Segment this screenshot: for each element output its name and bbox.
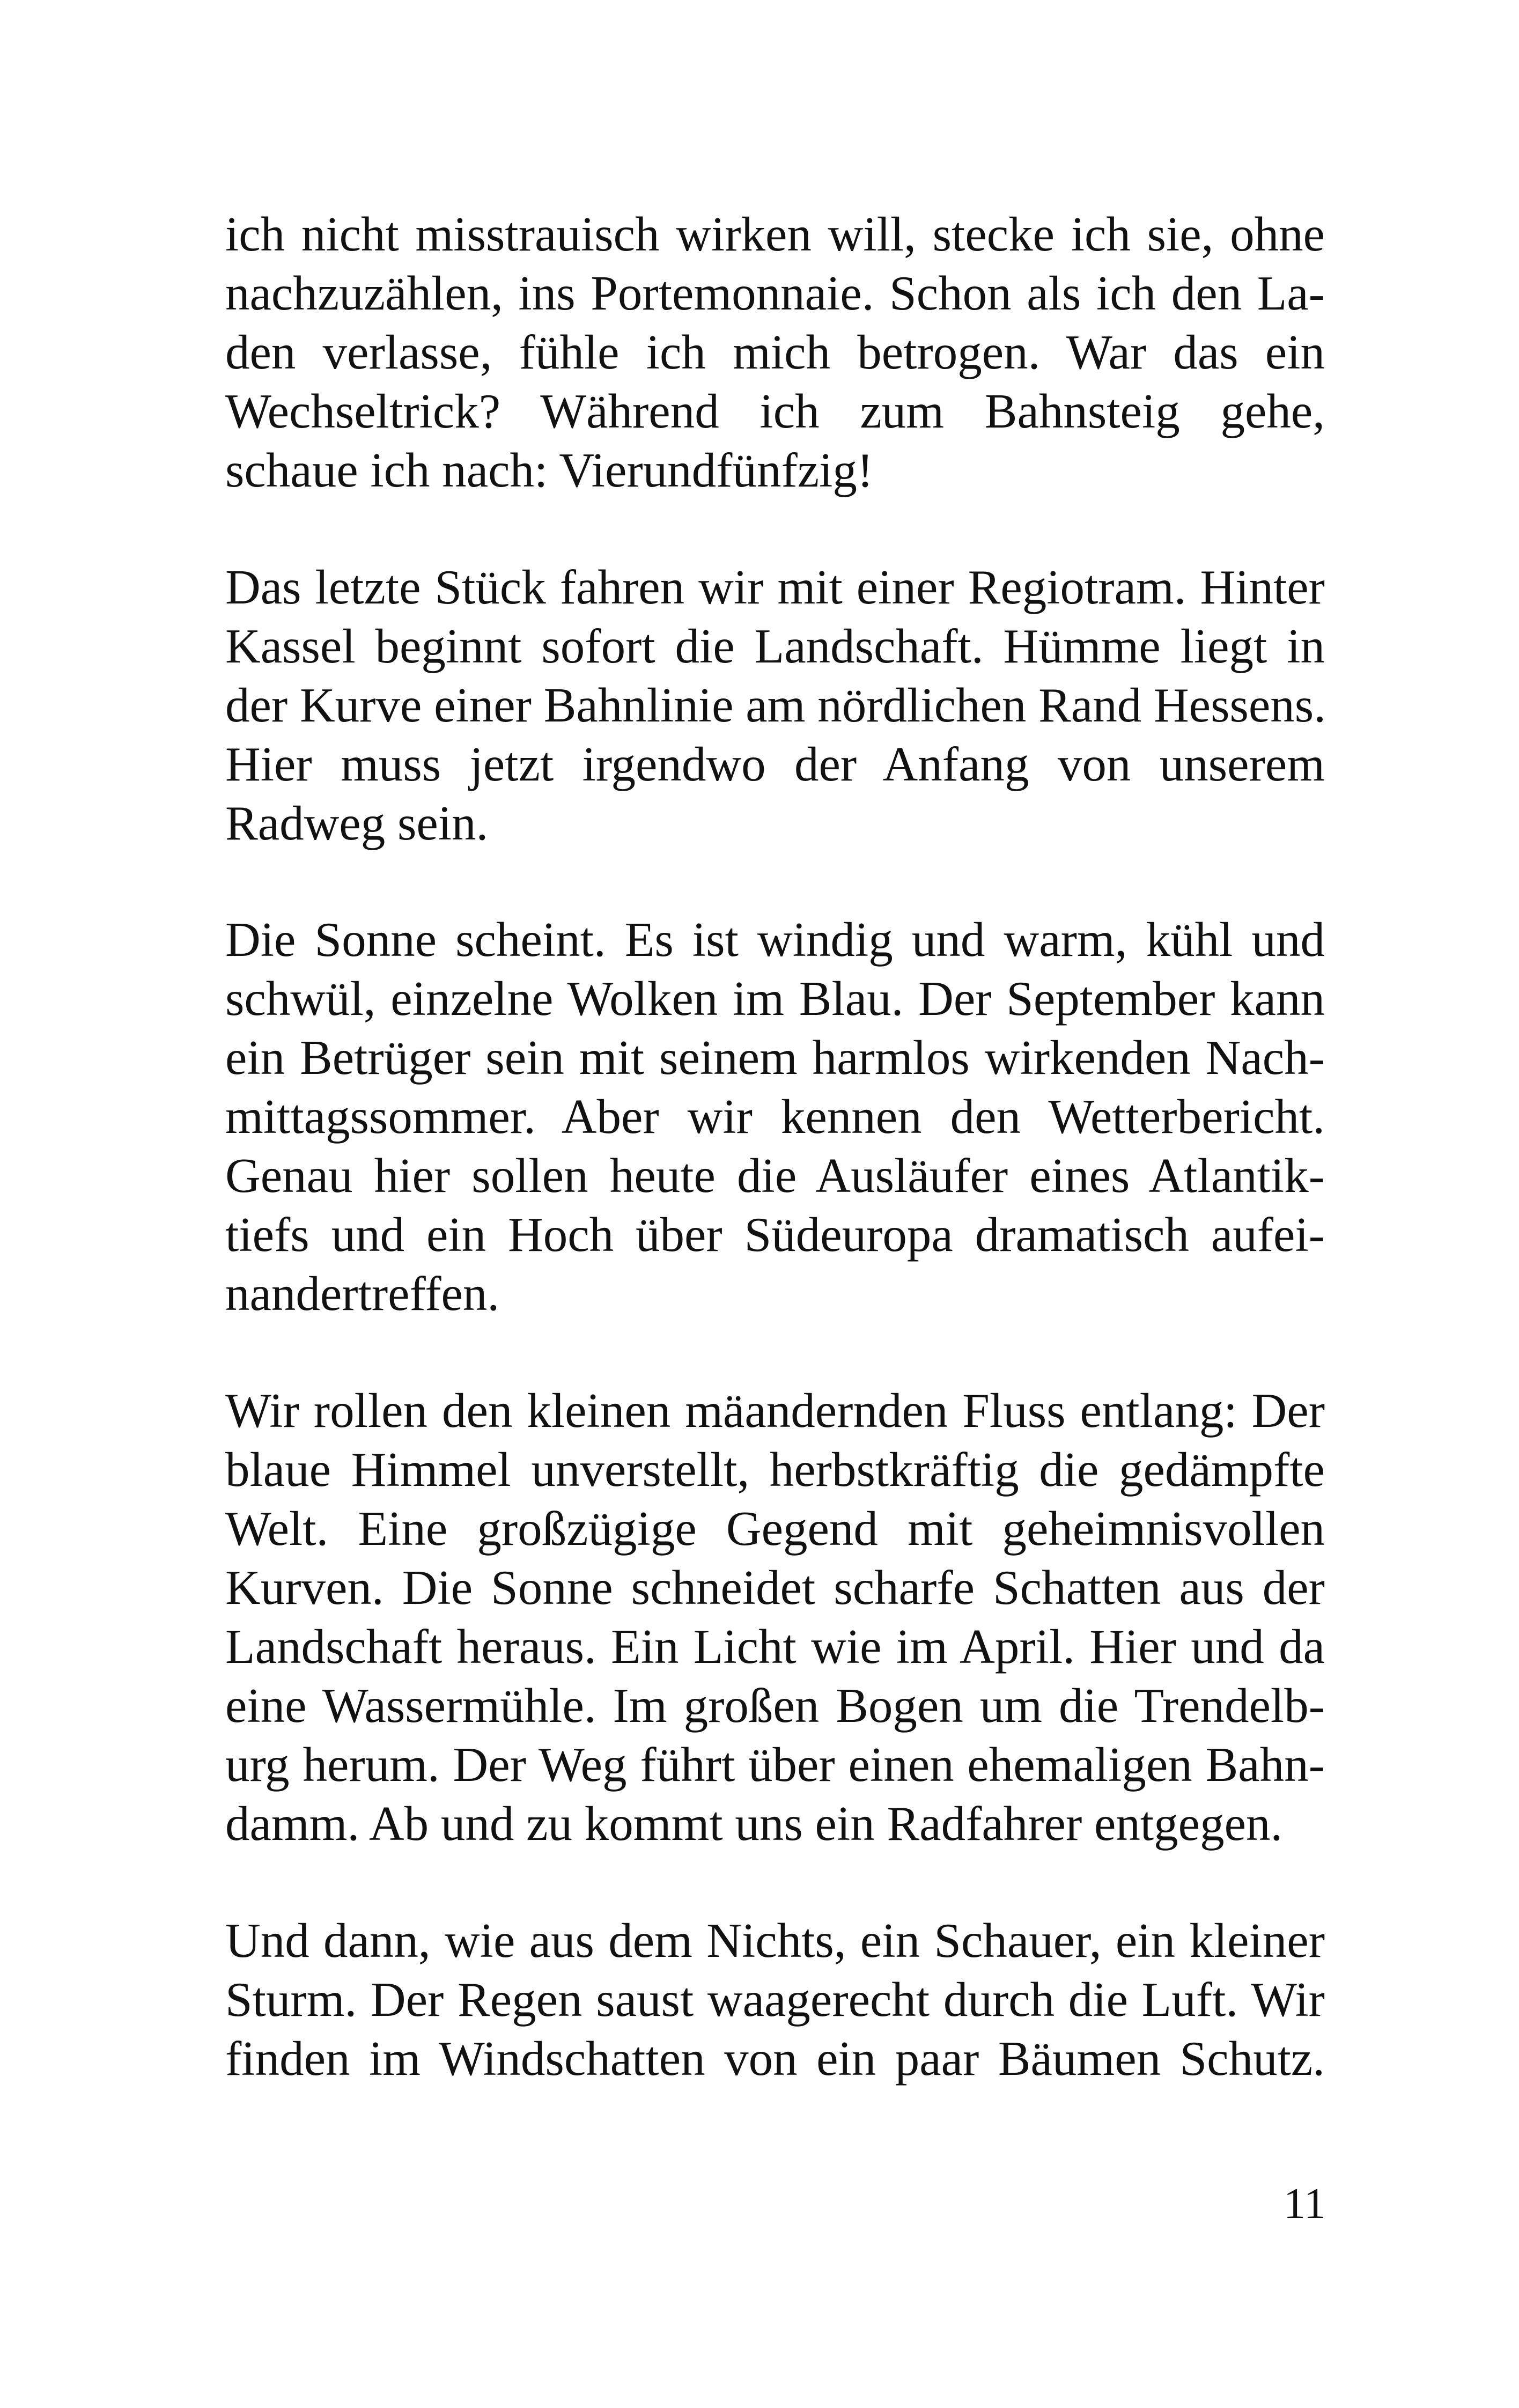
text-line: Genau hier sollen heute die Ausläufer eines Atlantik- (225, 1148, 1325, 1203)
text-line: nachzuzählen, ins Portemonnaie. Schon als ich den La- (225, 266, 1325, 320)
text-line: Hier muss jetzt irgendwo der Anfang von unserem (225, 737, 1325, 791)
page-number: 11 (1284, 2179, 1326, 2228)
text-line: eine Wassermühle. Im großen Bogen um die Trendelb- (225, 1678, 1325, 1733)
text-line: damm. Ab und zu kommt uns ein Radfahrer entgegen. (225, 1796, 1283, 1851)
text-line: finden im Windschatten von ein paar Bäumen Schutz. (225, 2031, 1325, 2086)
text-line: blaue Himmel unverstellt, herbstkräftig die gedämpfte (225, 1442, 1325, 1497)
text-line: Radweg sein. (225, 796, 489, 850)
text-line: Kassel beginnt sofort die Landschaft. Hümme liegt in (225, 619, 1325, 673)
text-line: schwül, einzelne Wolken im Blau. Der September kann (225, 971, 1325, 1026)
text-line: Wechseltrick? Während ich zum Bahnsteig gehe, (225, 384, 1325, 438)
text-line: Landschaft heraus. Ein Licht wie im April. Hier und da (225, 1619, 1325, 1674)
text-line: nandertreffen. (225, 1266, 500, 1321)
text-line: den verlasse, fühle ich mich betrogen. War das ein (225, 325, 1325, 379)
text-line: schaue ich nach: Vierundfünfzig! (225, 443, 874, 497)
text-line: Kurven. Die Sonne schneidet scharfe Schatten aus der (225, 1560, 1325, 1615)
text-line: Die Sonne scheint. Es ist windig und warm, kühl und (225, 912, 1325, 967)
text-line: Wir rollen den kleinen mäandernden Fluss entlang: Der (225, 1383, 1325, 1438)
text-line: urg herum. Der Weg führt über einen ehemaligen Bahn- (225, 1737, 1325, 1792)
text-line: der Kurve einer Bahnlinie am nördlichen Rand Hessens. (225, 678, 1326, 732)
text-line: Welt. Eine großzügige Gegend mit geheimnisvollen (225, 1501, 1325, 1556)
text-line: tiefs und ein Hoch über Südeuropa dramatisch aufei- (225, 1207, 1325, 1262)
text-line: ich nicht misstrauisch wirken will, stecke ich sie, ohne (225, 207, 1325, 261)
text-line: Das letzte Stück fahren wir mit einer Regiotram. Hinter (225, 560, 1325, 614)
text-line: Und dann, wie aus dem Nichts, ein Schauer, ein kleiner (225, 1913, 1325, 1968)
text-line: ein Betrüger sein mit seinem harmlos wirkenden Nach- (225, 1030, 1325, 1085)
text-line: Sturm. Der Regen saust waagerecht durch die Luft. Wir (225, 1972, 1325, 2027)
text-line: mittagssommer. Aber wir kennen den Wetterbericht. (225, 1089, 1325, 1144)
